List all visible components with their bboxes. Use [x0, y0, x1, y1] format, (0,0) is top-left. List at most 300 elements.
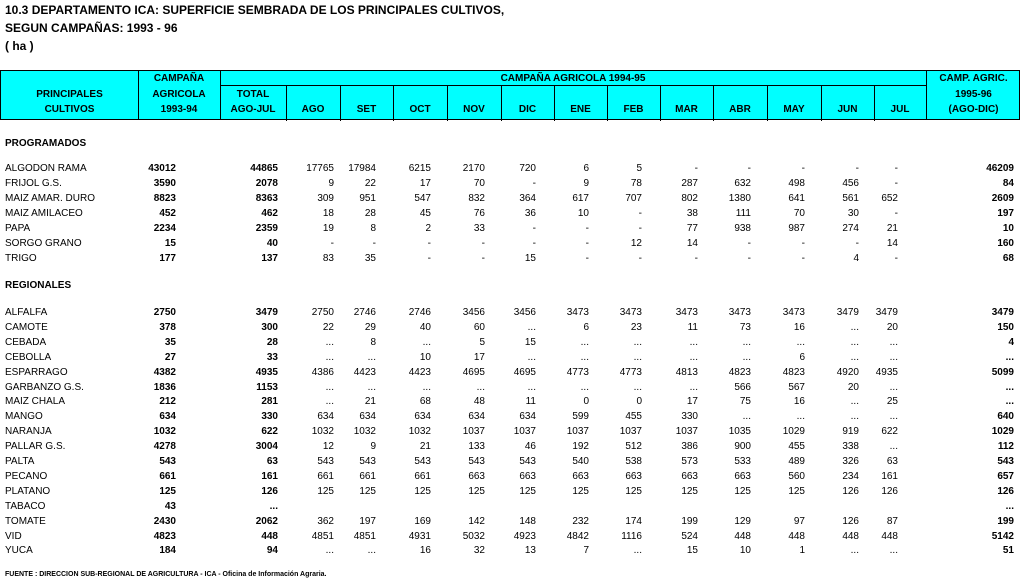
crop-name: TABACO [5, 500, 46, 512]
value-1993-94: 4278 [153, 441, 176, 453]
value-1993-94: 35 [164, 336, 176, 348]
header-crops-1: PRINCIPALES [36, 89, 103, 100]
value-month: 21 [886, 223, 898, 234]
value-1993-94: 177 [159, 253, 176, 264]
value-month: 2 [425, 223, 431, 234]
value-1993-94: 3590 [153, 178, 176, 189]
value-1993-94: 43012 [148, 163, 176, 174]
value-1995-96: ... [1005, 351, 1014, 363]
value-month: ... [325, 396, 334, 408]
value-month: 15 [524, 253, 536, 264]
header-month: SET [356, 104, 377, 115]
value-month: ... [580, 336, 589, 348]
value-month: 663 [734, 470, 751, 482]
value-month: - [585, 223, 589, 234]
value-month: 29 [364, 321, 376, 333]
header-month: OCT [409, 104, 431, 115]
value-month: ... [527, 381, 536, 393]
value-1993-94: 4823 [153, 530, 176, 542]
value-month: 3473 [566, 307, 589, 318]
value-month: - [585, 238, 589, 249]
value-total: 2078 [255, 178, 278, 189]
value-month: 17 [686, 396, 698, 408]
value-month: ... [889, 381, 898, 393]
value-month: 919 [842, 426, 859, 438]
value-1995-96: ... [1005, 500, 1014, 512]
value-month: 5 [479, 336, 485, 348]
value-month: - [894, 208, 898, 219]
value-month: 274 [842, 223, 859, 234]
crop-name: CAMOTE [5, 321, 48, 333]
value-month: 599 [572, 411, 589, 423]
header-month: JUL [890, 104, 910, 115]
value-1993-94: 125 [159, 485, 176, 497]
table-row [0, 499, 1030, 514]
value-month: 48 [473, 396, 485, 408]
value-month: 68 [419, 396, 431, 408]
crop-name: ALGODON RAMA [5, 163, 87, 174]
value-total: 448 [261, 530, 278, 542]
header-month: NOV [463, 104, 485, 115]
value-month: 22 [322, 321, 334, 333]
value-month: 1037 [462, 426, 485, 438]
value-month: 17 [419, 178, 431, 189]
header-c9495: CAMPAÑA AGRICOLA 1994-95 [500, 73, 646, 84]
value-month: 10 [577, 208, 589, 219]
value-month: 1037 [619, 426, 642, 438]
value-month: ... [742, 351, 751, 363]
value-month: - [427, 238, 431, 249]
value-month: 6 [583, 163, 589, 174]
value-month: 4823 [782, 366, 805, 378]
value-month: ... [889, 545, 898, 557]
value-month: 0 [636, 396, 642, 408]
value-month: 5 [636, 163, 642, 174]
value-month: 652 [881, 193, 898, 204]
value-1993-94: 184 [159, 545, 176, 557]
value-month: 14 [686, 238, 698, 249]
value-month: - [801, 253, 805, 264]
value-month: 309 [317, 193, 334, 204]
value-month: 4823 [728, 366, 751, 378]
crop-name: CEBADA [5, 336, 47, 348]
value-1993-94: 15 [164, 238, 176, 249]
value-month: 148 [519, 515, 536, 527]
crop-name: ALFALFA [5, 307, 48, 318]
value-month: ... [580, 381, 589, 393]
value-month: 3473 [782, 307, 805, 318]
crop-name: VID [5, 530, 22, 542]
header-c9596-2: 1995-96 [955, 89, 992, 100]
value-month: 234 [842, 470, 859, 482]
value-month: 2750 [311, 307, 334, 318]
value-month: - [638, 208, 642, 219]
value-month: 125 [519, 485, 536, 497]
value-total: 2359 [255, 223, 278, 234]
value-month: 23 [630, 321, 642, 333]
value-month: 46 [524, 441, 536, 453]
value-month: - [801, 163, 805, 174]
section-heading: REGIONALES [5, 280, 72, 291]
table-row [0, 320, 1030, 335]
value-total: 126 [261, 485, 278, 497]
value-month: 169 [414, 515, 431, 527]
value-month: - [585, 253, 589, 264]
value-month: 10 [419, 351, 431, 363]
value-month: - [638, 223, 642, 234]
table-row [0, 514, 1030, 529]
table-row [0, 424, 1030, 439]
value-month: ... [850, 411, 859, 423]
value-month: ... [527, 321, 536, 333]
table-row [0, 484, 1030, 499]
value-month: ... [367, 351, 376, 363]
value-month: 573 [681, 456, 698, 467]
value-month: 125 [317, 485, 334, 497]
value-month: - [481, 238, 485, 249]
value-1995-96: 160 [997, 238, 1014, 249]
value-total: 3004 [255, 441, 278, 453]
value-month: 126 [842, 485, 859, 497]
value-month: 4423 [353, 366, 376, 378]
value-month: 543 [414, 456, 431, 467]
value-month: 77 [686, 223, 698, 234]
value-month: ... [633, 381, 642, 393]
value-month: ... [796, 411, 805, 423]
value-month: 5032 [462, 530, 485, 542]
value-month: 36 [524, 208, 536, 219]
value-1993-94: 43 [164, 500, 176, 512]
value-month: - [747, 253, 751, 264]
value-month: 938 [734, 223, 751, 234]
crop-name: NARANJA [5, 426, 52, 438]
value-month: 1037 [513, 426, 536, 438]
value-month: ... [633, 351, 642, 363]
value-month: 16 [793, 321, 805, 333]
value-1995-96: 150 [997, 321, 1014, 333]
value-month: 524 [681, 530, 698, 542]
value-1995-96: ... [1005, 381, 1014, 393]
value-month: 19 [322, 223, 334, 234]
table-row [0, 543, 1030, 558]
crop-name: CEBOLLA [5, 351, 52, 363]
value-month: 634 [317, 411, 334, 423]
value-month: 533 [734, 456, 751, 467]
value-month: 632 [734, 178, 751, 189]
value-month: 125 [788, 485, 805, 497]
value-month: 21 [419, 441, 431, 453]
value-month: 330 [681, 411, 698, 423]
value-month: 547 [414, 193, 431, 204]
value-1995-96: 46209 [986, 163, 1014, 174]
value-month: ... [325, 336, 334, 348]
value-month: - [481, 253, 485, 264]
value-1993-94: 543 [159, 456, 176, 467]
value-month: 1380 [728, 193, 751, 204]
value-month: 663 [625, 470, 642, 482]
value-month: ... [325, 351, 334, 363]
value-1995-96: 199 [997, 515, 1014, 527]
value-month: 543 [317, 456, 334, 467]
value-month: 174 [625, 515, 642, 527]
value-month: ... [422, 336, 431, 348]
header-month: JUN [837, 104, 858, 115]
value-month: - [532, 238, 536, 249]
crop-name: GARBANZO G.S. [5, 381, 84, 393]
value-month: 634 [468, 411, 485, 423]
value-month: 125 [625, 485, 642, 497]
value-month: 634 [359, 411, 376, 423]
table-row [0, 469, 1030, 484]
header-crops-2: CULTIVOS [44, 104, 95, 115]
value-month: 900 [734, 441, 751, 453]
crop-name: PALTA [5, 456, 35, 467]
value-1995-96: 2609 [991, 193, 1014, 204]
value-month: 663 [681, 470, 698, 482]
value-total: 4935 [255, 366, 278, 378]
value-1995-96: 84 [1002, 178, 1014, 189]
value-total: 28 [266, 336, 278, 348]
value-month: 78 [630, 178, 642, 189]
value-month: 17984 [348, 163, 376, 174]
value-month: 16 [793, 396, 805, 408]
value-month: 543 [468, 456, 485, 467]
value-month: 4923 [513, 530, 536, 542]
value-month: 21 [364, 396, 376, 408]
value-month: ... [889, 351, 898, 363]
table-subtitle: SEGUN CAMPAÑAS: 1993 - 96 [5, 21, 178, 35]
header-c9394-2: AGRICOLA [152, 89, 206, 100]
value-month: - [638, 253, 642, 264]
value-month: ... [850, 351, 859, 363]
value-month: 70 [473, 178, 485, 189]
value-month: - [855, 238, 859, 249]
value-month: 663 [572, 470, 589, 482]
value-month: 287 [681, 178, 698, 189]
value-month: 538 [625, 456, 642, 467]
table-row [0, 529, 1030, 544]
value-month: 15 [686, 545, 698, 557]
table-row [0, 365, 1030, 380]
value-month: - [894, 178, 898, 189]
value-month: 7 [583, 545, 589, 557]
table-row [0, 305, 1030, 320]
value-month: 40 [419, 321, 431, 333]
value-month: - [894, 163, 898, 174]
table-row [0, 251, 1030, 266]
value-month: 9 [328, 178, 334, 189]
crop-name: TRIGO [5, 253, 37, 264]
value-month: 661 [317, 470, 334, 482]
value-total: 161 [261, 470, 278, 482]
value-month: 707 [625, 193, 642, 204]
table-row [0, 439, 1030, 454]
value-month: 126 [881, 485, 898, 497]
header-month: DIC [518, 104, 537, 115]
crop-name: ESPARRAGO [5, 366, 68, 378]
value-month: 4386 [311, 366, 334, 378]
value-month: 832 [468, 193, 485, 204]
value-month: 75 [739, 396, 751, 408]
value-month: ... [742, 411, 751, 423]
value-1995-96: 5142 [991, 530, 1014, 542]
header-month: AGO [301, 104, 325, 115]
value-month: 362 [317, 515, 334, 527]
value-month: 663 [468, 470, 485, 482]
value-1995-96: 68 [1002, 253, 1014, 264]
value-month: ... [633, 336, 642, 348]
table-row [0, 191, 1030, 206]
value-month: 4851 [311, 530, 334, 542]
value-1995-96: 3479 [991, 307, 1014, 318]
value-month: 197 [359, 515, 376, 527]
value-month: 2746 [408, 307, 431, 318]
value-month: 76 [473, 208, 485, 219]
crop-name: PECANO [5, 470, 48, 482]
value-1993-94: 1836 [153, 381, 176, 393]
source-footnote: FUENTE : DIRECCION SUB-REGIONAL DE AGRICULTURA - ICA - Oficina de Información Agraria. [5, 571, 327, 578]
value-month: 73 [739, 321, 751, 333]
value-1995-96: ... [1005, 396, 1014, 408]
value-month: 8 [370, 336, 376, 348]
value-month: 455 [625, 411, 642, 423]
value-month: 4695 [513, 366, 536, 378]
table-row [0, 206, 1030, 221]
value-month: 87 [886, 515, 898, 527]
value-1995-96: 126 [997, 485, 1014, 497]
value-month: 3473 [619, 307, 642, 318]
value-month: - [855, 163, 859, 174]
value-month: - [694, 163, 698, 174]
header-c9596-1: CAMP. AGRIC. [939, 73, 1008, 84]
value-month: ... [850, 321, 859, 333]
value-1993-94: 2430 [153, 515, 176, 527]
value-month: 17765 [306, 163, 334, 174]
value-month: 641 [788, 193, 805, 204]
value-1993-94: 452 [159, 208, 176, 219]
value-month: ... [689, 351, 698, 363]
table-row [0, 221, 1030, 236]
value-month: 4 [853, 253, 859, 264]
value-month: 3456 [462, 307, 485, 318]
value-1993-94: 4382 [153, 366, 176, 378]
value-month: 448 [842, 530, 859, 542]
value-month: ... [850, 545, 859, 557]
value-month: 161 [881, 470, 898, 482]
value-1995-96: 1029 [991, 426, 1014, 438]
value-month: 20 [886, 321, 898, 333]
value-month: ... [367, 381, 376, 393]
crop-name: FRIJOL G.S. [5, 178, 62, 189]
value-month: 4423 [408, 366, 431, 378]
value-month: - [894, 253, 898, 264]
value-1995-96: 4 [1008, 336, 1014, 348]
table-header [0, 70, 1020, 120]
value-month: 125 [359, 485, 376, 497]
value-month: 22 [364, 178, 376, 189]
value-1993-94: 2234 [153, 223, 176, 234]
value-month: 125 [468, 485, 485, 497]
value-total: 462 [261, 208, 278, 219]
value-month: 0 [583, 396, 589, 408]
value-month: 192 [572, 441, 589, 453]
value-month: ... [689, 336, 698, 348]
value-month: 3479 [875, 307, 898, 318]
header-month: ABR [729, 104, 751, 115]
value-month: - [747, 163, 751, 174]
value-month: 987 [788, 223, 805, 234]
value-month: - [532, 223, 536, 234]
value-month: 2170 [462, 163, 485, 174]
table-row [0, 380, 1030, 395]
value-month: 456 [842, 178, 859, 189]
value-month: ... [476, 381, 485, 393]
crop-name: PALLAR G.S. [5, 441, 66, 453]
value-total: 300 [261, 321, 278, 333]
value-month: 142 [468, 515, 485, 527]
value-month: 540 [572, 456, 589, 467]
value-month: 1029 [782, 426, 805, 438]
value-month: 448 [734, 530, 751, 542]
value-month: 125 [572, 485, 589, 497]
value-month: 20 [847, 381, 859, 393]
value-total: 137 [261, 253, 278, 264]
value-month: 448 [881, 530, 898, 542]
value-month: 11 [525, 396, 536, 408]
value-month: 4920 [836, 366, 859, 378]
value-month: - [427, 253, 431, 264]
value-month: 30 [847, 208, 859, 219]
value-month: 25 [886, 396, 898, 408]
value-total: 3479 [255, 307, 278, 318]
value-month: 18 [322, 208, 334, 219]
value-month: ... [742, 336, 751, 348]
value-month: ... [889, 336, 898, 348]
value-1995-96: 10 [1002, 223, 1014, 234]
value-month: 12 [630, 238, 642, 249]
value-month: 622 [881, 426, 898, 438]
value-month: 28 [364, 208, 376, 219]
value-month: 111 [735, 208, 751, 219]
value-1993-94: 212 [159, 396, 176, 408]
header-month: MAR [675, 104, 698, 115]
value-month: 232 [572, 515, 589, 527]
value-month: 455 [788, 441, 805, 453]
value-month: 4773 [619, 366, 642, 378]
value-month: ... [633, 545, 642, 557]
value-month: 634 [414, 411, 431, 423]
value-month: ... [325, 381, 334, 393]
value-1993-94: 661 [159, 470, 176, 482]
value-month: 3473 [728, 307, 751, 318]
crop-name: MAIZ AMAR. DURO [5, 193, 96, 204]
value-month: 2746 [353, 307, 376, 318]
value-total: 330 [261, 411, 278, 423]
value-month: 1032 [311, 426, 334, 438]
value-month: 1116 [621, 530, 642, 542]
crop-name: PAPA [5, 223, 31, 234]
table-title: 10.3 DEPARTAMENTO ICA: SUPERFICIE SEMBRADA DE LOS PRINCIPALES CULTIVOS, [5, 3, 505, 17]
header-c9394-3: 1993-94 [160, 104, 198, 115]
value-month: 15 [524, 336, 536, 348]
value-month: 1037 [566, 426, 589, 438]
value-month: 661 [414, 470, 431, 482]
value-month: 1 [799, 545, 805, 557]
value-month: 126 [842, 515, 859, 527]
value-month: 663 [519, 470, 536, 482]
value-month: 1032 [408, 426, 431, 438]
value-month: 60 [473, 321, 485, 333]
